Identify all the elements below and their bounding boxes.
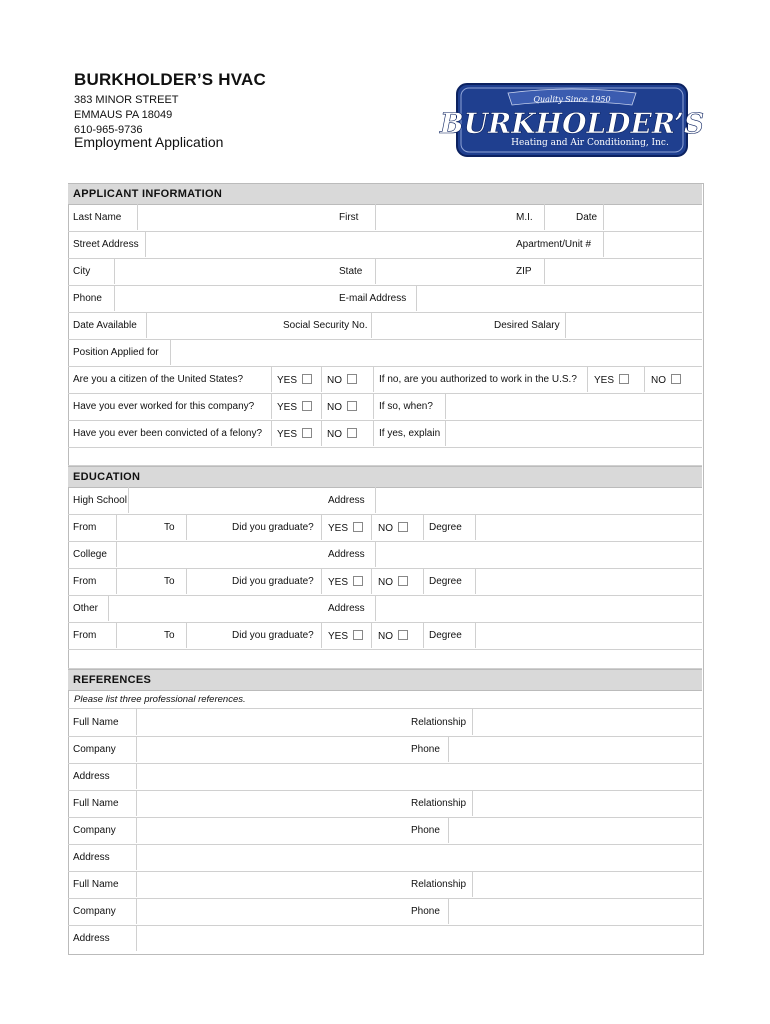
worked-no-checkbox[interactable] bbox=[347, 401, 357, 411]
ref2-address-label: Address bbox=[73, 852, 110, 863]
college-field[interactable] bbox=[116, 541, 324, 567]
authorized-yes-checkbox[interactable] bbox=[619, 374, 629, 384]
phone-row bbox=[68, 285, 702, 313]
zip-label: ZIP bbox=[516, 266, 532, 277]
other-yes-label: YES bbox=[328, 631, 349, 642]
citizen-question: Are you a citizen of the United States? bbox=[73, 374, 244, 385]
citizen-row bbox=[68, 366, 702, 394]
hs-yes-label: YES bbox=[328, 523, 349, 534]
ref1-name-row bbox=[68, 709, 702, 737]
ref3-company-label: Company bbox=[73, 906, 116, 917]
references-section-header: REFERENCES bbox=[68, 669, 702, 691]
other-dates-row bbox=[68, 622, 702, 650]
city-row bbox=[68, 258, 702, 286]
ref1-company-row bbox=[68, 736, 702, 764]
authorized-yes-label: YES bbox=[594, 375, 615, 386]
college-from-label: From bbox=[73, 576, 97, 587]
worked-yes-checkbox[interactable] bbox=[302, 401, 312, 411]
hs-to-label: To bbox=[164, 522, 175, 533]
company-street: 383 MINOR STREET bbox=[74, 94, 179, 106]
svg-text:Quality Since 1950: Quality Since 1950 bbox=[533, 95, 611, 104]
svg-text:Heating and Air Conditioning,: Heating and Air Conditioning, Inc. bbox=[511, 138, 669, 148]
college-address-field[interactable] bbox=[375, 541, 703, 567]
ref3-name-field[interactable] bbox=[136, 871, 407, 897]
other-address-label: Address bbox=[328, 603, 365, 614]
zip-field[interactable] bbox=[544, 258, 703, 284]
section-gap bbox=[68, 649, 702, 669]
felony-row bbox=[68, 420, 702, 448]
authorized-no-label: NO bbox=[651, 375, 666, 386]
ref1-address-row bbox=[68, 763, 702, 791]
date-available-field[interactable] bbox=[146, 312, 277, 338]
ref2-company-row bbox=[68, 817, 702, 845]
high-school-address-field[interactable] bbox=[375, 487, 703, 513]
ssn-label: Social Security No. bbox=[283, 320, 368, 331]
ref1-name-field[interactable] bbox=[136, 709, 407, 735]
high-school-dates-row bbox=[68, 514, 702, 542]
citizen-yes-label: YES bbox=[277, 375, 298, 386]
mi-field[interactable] bbox=[544, 204, 570, 230]
hs-degree-field[interactable] bbox=[475, 514, 703, 540]
felony-no-checkbox[interactable] bbox=[347, 428, 357, 438]
date-available-label: Date Available bbox=[73, 320, 137, 331]
ref2-name-label: Full Name bbox=[73, 798, 119, 809]
ref3-name-row bbox=[68, 871, 702, 899]
phone-label: Phone bbox=[73, 293, 102, 304]
high-school-address-label: Address bbox=[328, 495, 365, 506]
section-gap bbox=[68, 447, 702, 466]
hs-from-field[interactable] bbox=[116, 514, 159, 540]
email-field[interactable] bbox=[416, 285, 703, 311]
phone-field[interactable] bbox=[114, 285, 335, 311]
salary-field[interactable] bbox=[565, 312, 703, 338]
explain-field[interactable] bbox=[445, 420, 703, 446]
ref3-company-row bbox=[68, 898, 702, 926]
ref3-phone-field[interactable] bbox=[448, 898, 703, 924]
city-field[interactable] bbox=[114, 258, 335, 284]
college-degree-label: Degree bbox=[429, 576, 462, 587]
authorized-question: If no, are you authorized to work in the U.S.? bbox=[379, 374, 577, 385]
other-no-label: NO bbox=[378, 631, 393, 642]
other-address-field[interactable] bbox=[375, 595, 703, 621]
page-title: Employment Application bbox=[74, 134, 224, 150]
hs-graduate-label: Did you graduate? bbox=[232, 522, 314, 533]
felony-no-label: NO bbox=[327, 429, 342, 440]
worked-yes-label: YES bbox=[277, 402, 298, 413]
felony-question: Have you ever been convicted of a felony? bbox=[73, 428, 263, 439]
applicant-section-header: APPLICANT INFORMATION bbox=[68, 183, 702, 205]
other-label: Other bbox=[73, 603, 99, 614]
references-note: Please list three professional references. bbox=[74, 694, 246, 705]
college-no-checkbox[interactable] bbox=[398, 576, 408, 586]
ref2-name-row bbox=[68, 790, 702, 818]
last-name-label: Last Name bbox=[73, 212, 122, 223]
hs-degree-label: Degree bbox=[429, 522, 462, 533]
ref1-company-field[interactable] bbox=[136, 736, 407, 762]
last-name-field[interactable] bbox=[137, 204, 403, 230]
first-name-label: First bbox=[339, 212, 359, 223]
ref1-address-field[interactable] bbox=[136, 763, 703, 789]
ref1-name-label: Full Name bbox=[73, 717, 119, 728]
ref3-phone-label: Phone bbox=[411, 906, 440, 917]
high-school-field[interactable] bbox=[128, 487, 324, 513]
date-field[interactable] bbox=[603, 204, 703, 230]
ref2-address-field[interactable] bbox=[136, 844, 703, 870]
hs-no-checkbox[interactable] bbox=[398, 522, 408, 532]
other-no-checkbox[interactable] bbox=[398, 630, 408, 640]
felony-yes-label: YES bbox=[277, 429, 298, 440]
street-field[interactable] bbox=[145, 231, 506, 257]
ref1-phone-field[interactable] bbox=[448, 736, 703, 762]
state-field[interactable] bbox=[375, 258, 511, 284]
college-address-label: Address bbox=[328, 549, 365, 560]
ref1-company-label: Company bbox=[73, 744, 116, 755]
ref2-address-row bbox=[68, 844, 702, 872]
company-phone: 610-965-9736 bbox=[74, 124, 143, 136]
high-school-label: High School bbox=[73, 495, 127, 506]
worked-question: Have you ever worked for this company? bbox=[73, 401, 255, 412]
citizen-yes-checkbox[interactable] bbox=[302, 374, 312, 384]
college-to-field[interactable] bbox=[186, 568, 227, 594]
college-yes-label: YES bbox=[328, 577, 349, 588]
svg-text:BURKHOLDER’S: BURKHOLDER’S bbox=[439, 107, 705, 140]
ref1-relationship-field[interactable] bbox=[472, 709, 703, 735]
other-to-field[interactable] bbox=[186, 622, 227, 648]
ref3-relationship-field[interactable] bbox=[472, 871, 703, 897]
other-degree-field[interactable] bbox=[475, 622, 703, 648]
ref2-phone-field[interactable] bbox=[448, 817, 703, 843]
street-label: Street Address bbox=[73, 239, 139, 250]
mi-label: M.I. bbox=[516, 212, 533, 223]
position-label: Position Applied for bbox=[73, 347, 159, 358]
when-field[interactable] bbox=[445, 393, 703, 419]
company-logo bbox=[439, 83, 705, 157]
availability-row bbox=[68, 312, 702, 340]
college-to-label: To bbox=[164, 576, 175, 587]
education-section-header: EDUCATION bbox=[68, 466, 702, 488]
hs-from-label: From bbox=[73, 522, 97, 533]
email-label: E-mail Address bbox=[339, 293, 407, 304]
ref2-name-field[interactable] bbox=[136, 790, 407, 816]
references-note-row bbox=[68, 690, 702, 709]
worked-row bbox=[68, 393, 702, 421]
city-label: City bbox=[73, 266, 91, 277]
ref3-address-field[interactable] bbox=[136, 925, 703, 951]
college-graduate-label: Did you graduate? bbox=[232, 576, 314, 587]
date-label: Date bbox=[576, 212, 598, 223]
name-row bbox=[68, 204, 702, 232]
authorized-no-checkbox[interactable] bbox=[671, 374, 681, 384]
college-from-field[interactable] bbox=[116, 568, 159, 594]
ref3-address-row bbox=[68, 925, 702, 952]
felony-yes-checkbox[interactable] bbox=[302, 428, 312, 438]
ref3-company-field[interactable] bbox=[136, 898, 407, 924]
ref1-relationship-label: Relationship bbox=[411, 717, 467, 728]
other-to-label: To bbox=[164, 630, 175, 641]
ref2-company-field[interactable] bbox=[136, 817, 407, 843]
other-yes-checkbox[interactable] bbox=[353, 630, 363, 640]
college-yes-checkbox[interactable] bbox=[353, 576, 363, 586]
ref1-phone-label: Phone bbox=[411, 744, 440, 755]
explain-label: If yes, explain bbox=[379, 428, 441, 439]
other-degree-label: Degree bbox=[429, 630, 462, 641]
apt-field[interactable] bbox=[603, 231, 703, 257]
when-label: If so, when? bbox=[379, 401, 433, 412]
company-city: EMMAUS PA 18049 bbox=[74, 109, 173, 121]
ref3-address-label: Address bbox=[73, 933, 110, 944]
other-row bbox=[68, 595, 702, 623]
college-degree-field[interactable] bbox=[475, 568, 703, 594]
street-row bbox=[68, 231, 702, 259]
ref2-relationship-label: Relationship bbox=[411, 798, 467, 809]
other-from-field[interactable] bbox=[116, 622, 159, 648]
hs-to-field[interactable] bbox=[186, 514, 227, 540]
first-name-field[interactable] bbox=[375, 204, 511, 230]
apt-label: Apartment/Unit # bbox=[516, 239, 592, 250]
ref3-relationship-label: Relationship bbox=[411, 879, 467, 890]
other-graduate-label: Did you graduate? bbox=[232, 630, 314, 641]
ref2-relationship-field[interactable] bbox=[472, 790, 703, 816]
hs-yes-checkbox[interactable] bbox=[353, 522, 363, 532]
citizen-no-checkbox[interactable] bbox=[347, 374, 357, 384]
ref2-phone-label: Phone bbox=[411, 825, 440, 836]
college-no-label: NO bbox=[378, 577, 393, 588]
position-field[interactable] bbox=[170, 339, 703, 365]
ref3-name-label: Full Name bbox=[73, 879, 119, 890]
other-from-label: From bbox=[73, 630, 97, 641]
high-school-row bbox=[68, 487, 702, 515]
position-row bbox=[68, 339, 702, 367]
hs-no-label: NO bbox=[378, 523, 393, 534]
college-label: College bbox=[73, 549, 107, 560]
salary-label: Desired Salary bbox=[494, 320, 560, 331]
other-field[interactable] bbox=[108, 595, 324, 621]
ref1-address-label: Address bbox=[73, 771, 110, 782]
ssn-field[interactable] bbox=[371, 312, 490, 338]
worked-no-label: NO bbox=[327, 402, 342, 413]
company-name: BURKHOLDER’S HVAC bbox=[74, 70, 266, 89]
state-label: State bbox=[339, 266, 363, 277]
college-row bbox=[68, 541, 702, 569]
ref2-company-label: Company bbox=[73, 825, 116, 836]
college-dates-row bbox=[68, 568, 702, 596]
citizen-no-label: NO bbox=[327, 375, 342, 386]
